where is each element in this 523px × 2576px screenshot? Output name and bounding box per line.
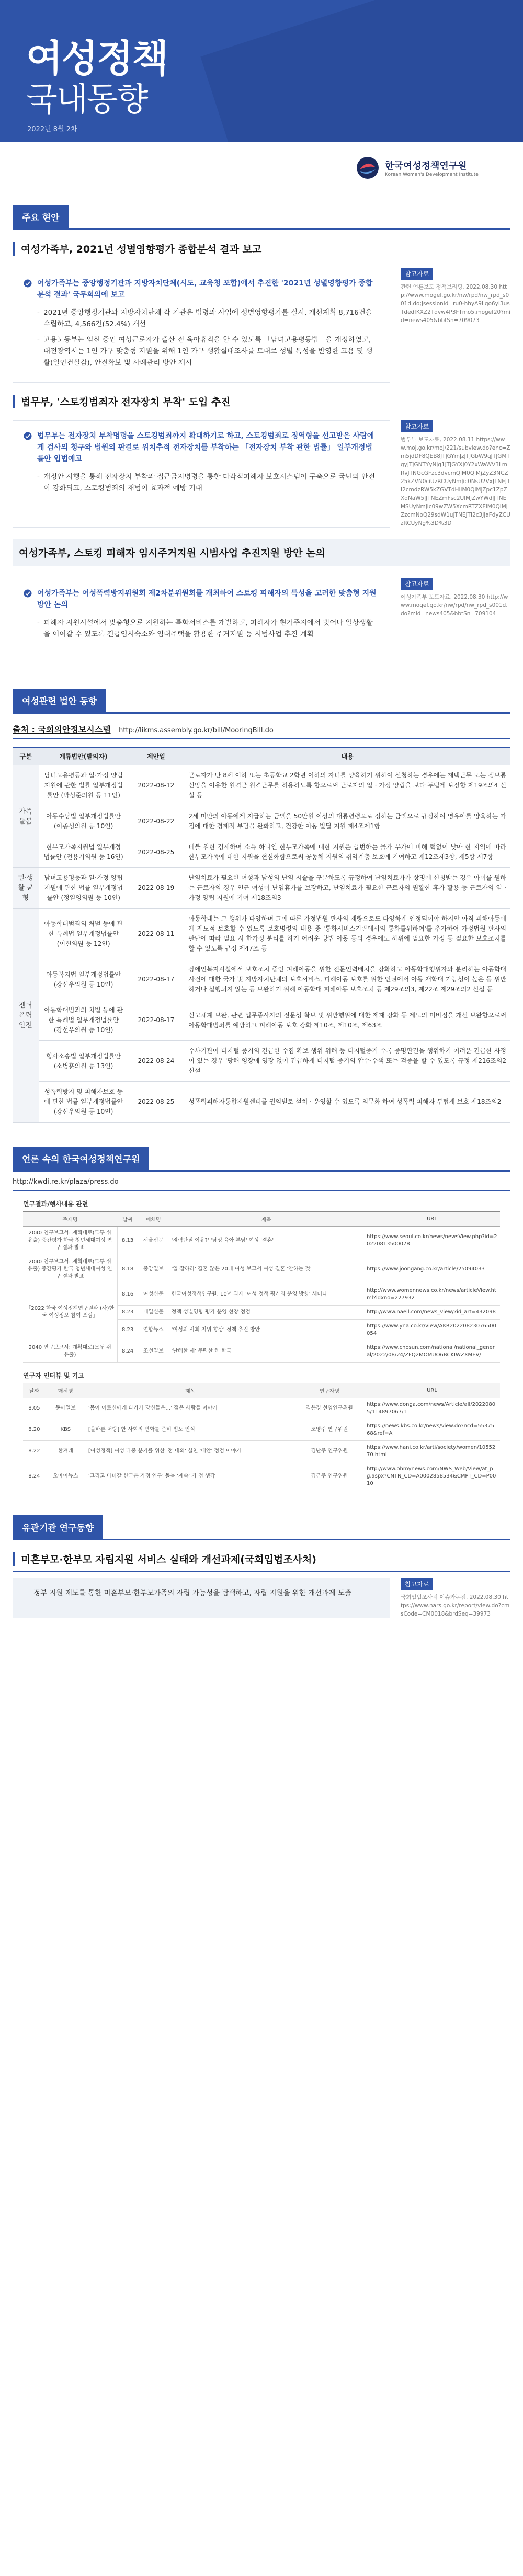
press-researcher: 조영주 연구위원 [295, 1419, 364, 1441]
bill-row [13, 1082, 510, 1123]
press-link[interactable]: http://www.ohmynews.com/NWS_Web/View/at_pg.aspx?CNTN_CD=A0002858534&CMPT_CD=P0010 [364, 1462, 500, 1491]
bill-date: 2022-08-17 [128, 959, 184, 1000]
bill-law[interactable]: 한부모가족지원법 일부개정법률안 (전용기의원 등 16인) [39, 837, 128, 868]
article-main [13, 420, 390, 528]
research-body [13, 1578, 510, 1618]
section-label-press: 언론 속의 한국여성정책연구원 [13, 1147, 149, 1170]
press-topic: 2040 연구보고서: 계획대로(모두 쉬 유출) 중간평가 한국 청년세대여성 연구 결과 발표 [23, 1227, 117, 1255]
press-date: 8.13 [117, 1227, 138, 1255]
press-outlet: 조선일보 [138, 1341, 169, 1363]
bill-source-url[interactable]: http://likms.assembly.go.kr/bill/MooringBill.do [119, 727, 274, 735]
press-researcher: 김난주 연구위원 [295, 1441, 364, 1462]
bill-law[interactable]: 아동수당법 일부개정법률안 (이종성의원 등 10인) [39, 806, 128, 837]
press-date: 8.23 [117, 1306, 138, 1320]
issue-date: 2022년 8월 2차 [27, 125, 77, 133]
bill-date: 2022-08-22 [128, 806, 184, 837]
source-tag: 참고자료 [401, 1578, 433, 1590]
bill-row [13, 837, 510, 868]
bill-law[interactable]: 남녀고용평등과 일·가정 양립 지원에 관한 법률 일부개정법률안 (박성준의원 등 11인) [39, 765, 128, 806]
press-date: 8.24 [117, 1341, 138, 1363]
section-label-key-issues: 주요 현안 [13, 205, 69, 228]
check-icon [24, 279, 32, 288]
bill-row [13, 1041, 510, 1082]
bill-description: 성폭력피해자통합지원센터를 권역별로 설치 · 운영할 수 있도록 의무화 하여 성폭력 피해자 두텁게 보호 제18조의2 [184, 1082, 510, 1123]
article-rule [13, 1571, 510, 1572]
press-title: '몸이 어르신에게 다가가 당신들은…' 젊은 사람들 이야기 [86, 1398, 295, 1419]
bill-law[interactable]: 성폭력방지 및 피해자보호 등에 관한 법률 일부개정법률안 (강선우의원 등 10인) [39, 1082, 128, 1123]
article-lead-text: 법무부는 전자장치 부착명령을 스토킹범죄까지 확대하기로 하고, 스토킹범죄로 징역형을 선고받은 사람에게 검사의 청구와 법원의 판결로 위치추적 전자장치를 부착하는 「전자장치 부착 관한 법률」 일부개정법률안 입법예고 [37, 432, 374, 463]
section-label-bills: 여성관련 법안 동향 [13, 689, 106, 712]
section-rule [13, 228, 510, 230]
bill-date: 2022-08-12 [128, 765, 184, 806]
press-col: 날짜 [117, 1212, 138, 1227]
article-heading [13, 539, 510, 566]
press-col: 매체명 [138, 1212, 169, 1227]
bills-table [13, 747, 510, 1123]
section-rule [13, 712, 510, 714]
press-row [23, 1255, 500, 1284]
bill-law[interactable]: 아동학대범죄의 처벌 등에 관한 특례법 일부개정법률안 (이헌의원 등 12인) [39, 909, 128, 959]
press-col: 매체명 [46, 1383, 86, 1398]
article-title: 법무부, '스토킹범죄자 전자장치 부착' 도입 추진 [21, 396, 231, 408]
press-table-1 [23, 1211, 500, 1363]
article-list [0, 242, 523, 654]
bill-row [13, 868, 510, 909]
press-title: 정책 성별영향 평가 운영 현장 점검 [169, 1306, 364, 1320]
bill-law[interactable]: 형사소송법 일부개정법률안 (소병훈의원 등 13인) [39, 1041, 128, 1082]
bill-category: 일·생활 균형 [13, 868, 39, 909]
source-tag: 참고자료 [401, 268, 433, 280]
research-title: 미혼부모·한부모 자립지원 서비스 실태와 개선과제(국회입법조사처) [21, 1554, 316, 1565]
bills-col-content: 내용 [184, 747, 510, 765]
press-title: '경력단절 이유?' '남성 육아 부담' 여성 '결혼' [169, 1227, 364, 1255]
bill-category: 가족 돌봄 [13, 765, 39, 868]
bill-row [13, 765, 510, 806]
org-logo[interactable] [356, 156, 479, 180]
source-tag: 참고자료 [401, 420, 433, 432]
press-link[interactable]: https://www.yna.co.kr/view/AKR20220823076500054 [364, 1320, 500, 1341]
press-title: [여성정책] 여성 다중 분기를 위한 '점 내외' 실천 '대안' 점검 이야기 [86, 1441, 295, 1462]
article-title: 여성가족부, 스토킹 피해자 임시주거지원 시범사업 추진지원 방안 논의 [19, 547, 325, 559]
article-main [13, 268, 390, 383]
article-lead [24, 588, 379, 611]
check-icon [24, 432, 32, 440]
press-table-2-title: 연구자 인터뷰 및 기고 [23, 1372, 84, 1379]
article-body [13, 420, 510, 528]
press-date: 8.18 [117, 1255, 138, 1284]
bill-row [13, 909, 510, 959]
article-main [13, 578, 390, 654]
press-table-2 [23, 1383, 500, 1491]
bill-law[interactable]: 남녀고용평등과 일·가정 양립 지원에 관한 법률 일부개정법률안 (정일영의원 등 10인) [39, 868, 128, 909]
bill-date: 2022-08-19 [128, 868, 184, 909]
press-link[interactable]: http://www.womennews.co.kr/news/articleView.html?idxno=227932 [364, 1284, 500, 1306]
bill-date: 2022-08-25 [128, 837, 184, 868]
press-outlet: 내일신문 [138, 1306, 169, 1320]
article-lead-text: 여성가족부는 중앙행정기관과 지방자치단체(시도, 교육청 포함)에서 추진한 '2021년 성별영향평가 종합분석 결과' 국무회의에 보고 [37, 279, 373, 299]
press-table-1-title: 연구결과/행사내용 관련 [23, 1200, 88, 1208]
bill-category: 젠더 폭력 안전 [13, 909, 39, 1123]
press-outlet: 오마이뉴스 [46, 1462, 86, 1491]
kwdi-logo-icon [356, 156, 380, 180]
bill-row [13, 806, 510, 837]
press-date: 8.20 [23, 1419, 46, 1441]
press-row [23, 1398, 500, 1419]
press-col: 제목 [86, 1383, 295, 1398]
research-main [13, 1578, 390, 1618]
bill-date: 2022-08-11 [128, 909, 184, 959]
section-label-research: 유관기관 연구동향 [13, 1515, 103, 1539]
article-source [401, 420, 510, 528]
bills-col-date: 제안일 [128, 747, 184, 765]
press-rule [13, 1190, 510, 1191]
press-link[interactable]: https://www.chosun.com/national/national_general/2022/08/24/ZFQ2MOMUO6BCKIWZXMEV/ [364, 1341, 500, 1363]
article-heading [13, 394, 510, 408]
org-name: 한국여성정책연구원 [385, 161, 467, 171]
press-outlet: 연합뉴스 [138, 1320, 169, 1341]
check-icon [24, 589, 32, 598]
press-link[interactable]: https://www.hani.co.kr/arti/society/women/1055270.html [364, 1441, 500, 1462]
bill-source [13, 723, 510, 735]
press-row [23, 1227, 500, 1255]
press-date: 8.16 [117, 1284, 138, 1306]
press-link[interactable]: http://www.naeil.com/news_view/?id_art=432098 [364, 1306, 500, 1320]
article-bullet: - 2021년 중앙행정기관과 지방자치단체 각 기관은 법령과 사업에 성별영향평가를 실시, 개선계획 8,716건을 수립하고, 4,566건(52.4%) 개선 [24, 307, 379, 330]
org-name-en: Korean Women's Development Institute [385, 172, 479, 177]
article-bullet: - 개정안 시행을 통해 전자장치 부착과 접근금지명령을 통한 다각적피해자 보호시스템이 구축으로 국민의 안전이 강화되고, 스토킹범죄의 재범이 효과적 예방 기대 [24, 471, 379, 494]
bill-row [13, 959, 510, 1000]
press-outlet: 중앙일보 [138, 1255, 169, 1284]
bill-law[interactable]: 아동복지법 일부개정법률안 (강선우의원 등 10인) [39, 959, 128, 1000]
press-outlet: KBS [46, 1419, 86, 1441]
source-tag: 참고자료 [401, 578, 433, 590]
research-heading [13, 1552, 510, 1566]
press-outlet: 여성신문 [138, 1284, 169, 1306]
bill-description: 근로자가 만 8세 이하 또는 초등학교 2학년 이하의 자녀를 양육하기 위하여 신청하는 경우에는 재택근무 또는 정보통신망을 이용한 원격근 원격근무를 허용하도록 함으로써 근로자의 일 · 가정 양립을 보다 두텁게 보장함 제19조의4 신설 등 [184, 765, 510, 806]
bill-rule [13, 738, 510, 739]
press-title: '난해한 세' 무력한 해 한국 [169, 1341, 364, 1363]
press-title: '그리고 다녀갈 한국은 가정 연구' 돌봄 '계속' 가 점 생각 [86, 1462, 295, 1491]
press-date: 8.23 [117, 1320, 138, 1341]
bill-date: 2022-08-24 [128, 1041, 184, 1082]
bill-description: 신고체계 보완, 관련 업무종사자의 전문성 확보 및 위반행위에 대한 제재 강화 등 제도의 미비점을 개선 보완함으로써 아동학대범죄를 예방하고 피해아동 보호 강화 제10조, 제10조, 제63조 [184, 1000, 510, 1041]
press-row [23, 1462, 500, 1491]
bill-description: 2세 미만의 아동에게 지급하는 금액을 50만원 이상의 대통령령으로 정하는 금액으로 규정하여 영유아를 양육하는 가정에 대한 경제적 부담을 완화하고, 건강한 아동 발달 지원 제4조제1항 [184, 806, 510, 837]
press-date: 8.24 [23, 1462, 46, 1491]
press-col: URL [364, 1212, 500, 1227]
press-topic: 2040 연구보고서: 계획대로(모두 쉬 유출) [23, 1341, 117, 1363]
article-lead [24, 430, 379, 465]
press-col: 주제명 [23, 1212, 117, 1227]
article-source [401, 578, 510, 654]
press-title: '여성의 사회 지위 향상' 정책 추진 방안 [169, 1320, 364, 1341]
section-rule [13, 1539, 510, 1540]
bill-date: 2022-08-25 [128, 1082, 184, 1123]
press-title: 한국여성정책연구원, 10년 과제 '여성 정책 평가와 운영 방향' 세미나 [169, 1284, 364, 1306]
press-topic: 2040 연구보고서: 계획대로(모두 쉬 유출) 중간평가 한국 청년세대여성 연구 결과 발표 [23, 1255, 117, 1284]
section-rule [13, 1170, 510, 1172]
masthead-subtitle: 국내동향 [26, 80, 147, 118]
bill-description: 장애인복지시설에서 보호조치 중인 피해아동을 위한 전문인력배치을 강화하고 아동학대행위자와 분리하는 아동학대 사건에 대한 국가 및 지방자치단체의 보호서비스, 피해아동 보호를 위한 인권에서 아동 재학대 가능성이 높은 등 위반하거나 실행되지 않는 등 보완하기 위해 아동학대 피해아동 보호조치 등 제29조의3, 제22조 제29조의2 신설 등 [184, 959, 510, 1000]
bill-description: 아동학대는 그 행위가 다양하며 그에 따른 가정법원 판사의 재량으로도 다양하게 인정되어야 하지만 아직 피해아동에게 제도적 보호할 수 있도록 보호명령의 내용 중 '통화서비스기관에서의 통화를위하여'를 추가하여 가정법원 판사의 판단에 따라 필요 시 한가정 분리를 하기 어려운 방법 아동 등의 경우에도 하위에 필요한 가정 등 필요한 보호조치를 할 수 있도록 규정 제47조 등 [184, 909, 510, 959]
article-title: 여성가족부, 2021년 성별영향평가 종합분석 결과 보고 [21, 244, 262, 255]
article-source [401, 268, 510, 383]
source-text[interactable]: 여성가족부 보도자료, 2022.08.30 http://www.mogef.go.kr/nw/rpd/nw_rpd_s001d.do?mid=news405&bbtSn=709104 [401, 594, 508, 617]
bill-law[interactable]: 아동학대범죄의 처벌 등에 관한 특례법 일부개정법률안 (강선우의원 등 10인) [39, 1000, 128, 1041]
source-text[interactable]: 국회입법조사처 이슈와논점, 2022.08.30 https://www.nars.go.kr/report/view.do?cmsCode=CM0018&brdSeq=39973 [401, 1594, 510, 1617]
press-link[interactable]: https://www.seoul.co.kr/news/newsView.php?id=20220813500078 [364, 1227, 500, 1255]
research-lead: - 정부 지원 제도를 통한 미혼부모·한부모가족의 자립 가능성을 탐색하고, 자립 지원을 위한 개선과제 도출 [23, 1587, 380, 1599]
article-bullet: - 고용노동부는 임신 중인 여성근로자가 출산 전 육아휴직을 할 수 있도록 「남녀고용평등법」을 개정하였고, 대전광역시는 1인 가구 맞춤형 지원을 위해 1인 가구 생활실태조사를 토대로 성별 특성을 반영한 고용 및 생활(일인건실감), 안전확보 및 사례관리 방안 제시 [24, 334, 379, 369]
press-researcher: 김근주 연구위원 [295, 1462, 364, 1491]
logo-strip [0, 142, 523, 194]
press-url[interactable]: http://kwdi.re.kr/plaza/press.do [13, 1178, 119, 1186]
press-row [23, 1284, 500, 1306]
bill-description: 난임치료가 필요한 여성과 남성의 난임 시술을 구분하도록 규정하여 난임치료가가 상명에 신청받는 경우 아이를 원하는 근로자의 경우 인근 여성이 난임휴가를 보장하고, 난임치료가 필요한 근로자의 원활한 휴가 활용 등 근로자의 일 · 가정 양립 지원에 기여 제18조의3 [184, 868, 510, 909]
article-lead-text: 여성가족부는 여성폭력방지위원회 제2차분위원회를 개최하여 스토킹 피해자의 특성을 고려한 맞춤형 지원 방안 논의 [37, 589, 377, 609]
bill-row [13, 1000, 510, 1041]
source-text[interactable]: 관련 언론보도 정책브리핑, 2022.08.30 http://www.mogef.go.kr/nw/rpd/nw_rpd_s001d.do;jsessionid=ru0-hhyA9Lqo6yI3usTdedfKXZ2Tdvw4P3FTmo5.mogef20?mid=news405&bbtSn=709073 [401, 284, 510, 324]
press-col: 날짜 [23, 1383, 46, 1398]
press-row [23, 1341, 500, 1363]
press-researcher: 김은경 선임연구위원 [295, 1398, 364, 1419]
press-date: 8.05 [23, 1398, 46, 1419]
article-body [13, 268, 510, 383]
research-source [401, 1578, 510, 1618]
bill-source-label: 출처 : 국회의안정보시스템 [13, 725, 111, 735]
press-outlet: 서울신문 [138, 1227, 169, 1255]
bills-col-category: 구분 [13, 747, 39, 765]
press-outlet: 한겨레 [46, 1441, 86, 1462]
bill-date: 2022-08-17 [128, 1000, 184, 1041]
press-topic: 「2022 한국 여성정책연구원과 (사)한국 여성정보 참여 포럼」 [23, 1284, 117, 1341]
article-lead [24, 278, 379, 301]
press-link[interactable]: https://www.donga.com/news/Article/all/20220805/114897067/1 [364, 1398, 500, 1419]
press-row [23, 1419, 500, 1441]
press-link[interactable]: https://www.joongang.co.kr/article/25094033 [364, 1255, 500, 1284]
bills-col-law: 계류법안(발의자) [39, 747, 128, 765]
masthead-decoration [200, 0, 523, 142]
press-col: 제목 [169, 1212, 364, 1227]
bill-description: 수사기관이 디지털 증거의 긴급한 수집 확보 행위 위해 등 디지털증거 수록 증명판결을 행위하기 어려운 긴급한 사정이 있는 경우 '당해 영장에 영장 없이 긴급하게 디지털 증거의 압수·수색 또는 검증을 할 수 있도록 규정 제216조의2 신설 [184, 1041, 510, 1082]
article-bullet: - 피해자 지원시설에서 맞춤형으로 지원하는 특화서비스를 개발하고, 피해자가 현거주지에서 벗어나 일상생활을 이어갈 수 있도록 긴급임시숙소와 임대주택을 활용한 주거지원 등 시범사업 추진 계획 [24, 617, 379, 640]
press-title: '일 잘하라' 결혼 않은 20대 여성 보고서 여성 결혼 '안하는 것' [169, 1255, 364, 1284]
masthead-title: 여성정책 [26, 37, 168, 81]
article-heading [13, 242, 510, 256]
bill-description: 테블 위한 경제하여 소득 하나인 한부모가족에 대한 지원은 급번하는 물가 무가에 비해 턱없이 낮아 한 지역에 따라 한부모가족에 대한 지원을 현실화함으로써 공동체 지원의 취약계층 보호에 기여하고 제12조제3항, 제5항 제7항 [184, 837, 510, 868]
press-date: 8.22 [23, 1441, 46, 1462]
press-row [23, 1441, 500, 1462]
press-outlet: 동아일보 [46, 1398, 86, 1419]
masthead [0, 0, 523, 142]
press-link[interactable]: https://news.kbs.co.kr/news/view.do?ncd=5537568&ref=A [364, 1419, 500, 1441]
article-body [13, 578, 510, 654]
press-title: [올바른 처방] 한 사회의 변화를 준비 법도 인식 [86, 1419, 295, 1441]
press-col: URL [364, 1383, 500, 1398]
press-col: 연구자명 [295, 1383, 364, 1398]
source-text[interactable]: 법무부 보도자료, 2022.08.11 https://www.moj.go.kr/moj/221/subview.do?enc=Zm5jdDF8QEB8JTJGYmJzJTJGbW9qJTJGMTgyJTJGNTYyNjg1JTJGYXJ0Y2xWaWV3LmRvJTNGcGFzc3dvcmQlM0QlMjZyZ3NCZ25kZVN0ciUzRCUyNmJic0NsU2VxJTNEJTI2cmdzRW5kZGVTdHIlM0QlMjZpc1ZpZXdNaW5lJTNEZmFsc2UlMjZwYWdlJTNEMSUyNmJic09wZW5XcmRTZXElM0QlMjZzcmNoQ29sdW1uJTNEJTI2c3JjaFdyZCUzRCUyNg%3D%3D [401, 437, 510, 526]
